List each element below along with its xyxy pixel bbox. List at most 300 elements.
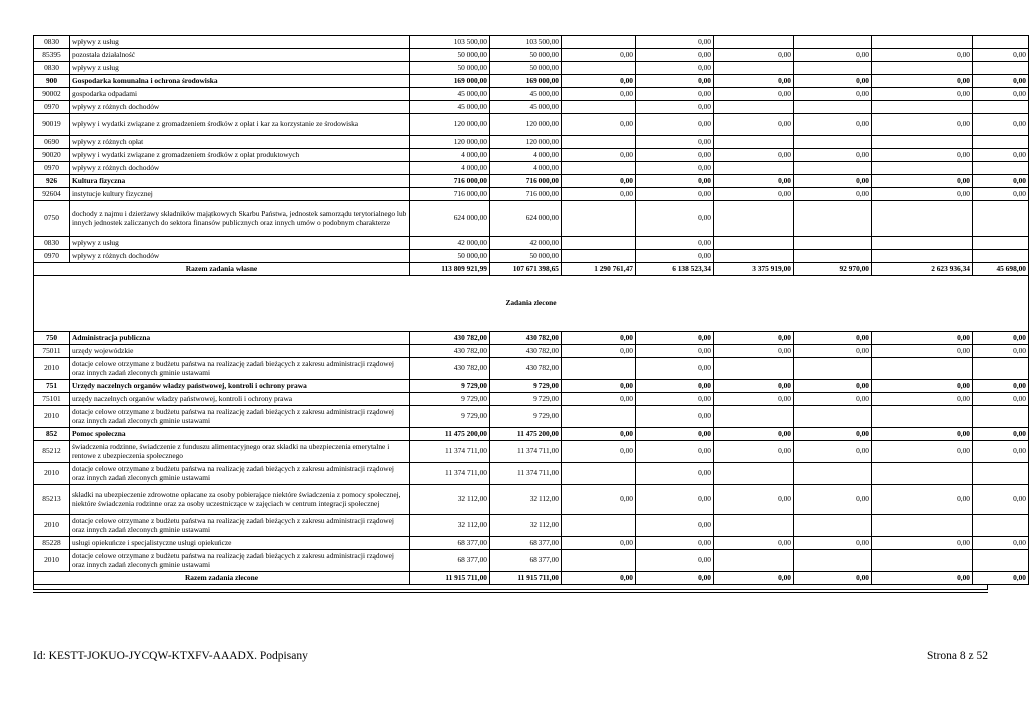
row-description: Gospodarka komunalna i ochrona środowiska (70, 75, 410, 88)
amount-cell: 68 377,00 (490, 537, 562, 550)
row-description: dotacje celowe otrzymane z budżetu państwa na realizację zadań bieżących z zakresu administracji rządowej oraz innych zadań zleconych gminie ustawami (70, 550, 410, 572)
row-description: urzędy naczelnych organów władzy państwowej, kontroli i ochrony prawa (70, 393, 410, 406)
classification-code: 0970 (34, 162, 70, 175)
amount-cell: 0,00 (872, 149, 973, 162)
amount-cell (714, 101, 794, 114)
amount-cell: 0,00 (794, 428, 872, 441)
amount-cell: 430 782,00 (410, 358, 490, 380)
amount-cell: 716 000,00 (490, 188, 562, 201)
amount-cell: 0,00 (714, 537, 794, 550)
row-description: wpływy z usług (70, 62, 410, 75)
total-commissioned-row (34, 572, 1029, 585)
amount-cell: 4 000,00 (410, 149, 490, 162)
table-row (34, 188, 1029, 201)
amount-cell: 0,00 (562, 88, 636, 101)
amount-cell: 0,00 (636, 345, 714, 358)
amount-cell: 0,00 (794, 345, 872, 358)
classification-code: 85228 (34, 537, 70, 550)
table-row (34, 175, 1029, 188)
amount-cell: 0,00 (872, 49, 973, 62)
amount-cell (973, 358, 1029, 380)
amount-cell: 0,00 (872, 175, 973, 188)
amount-cell (973, 36, 1029, 49)
amount-cell (872, 62, 973, 75)
row-description: dotacje celowe otrzymane z budżetu państwa na realizację zadań bieżących z zakresu administracji rządowej oraz innych zadań zleconych gminie ustawami (70, 515, 410, 537)
total-own-value: 2 623 936,34 (872, 263, 973, 276)
amount-cell: 0,00 (872, 88, 973, 101)
amount-cell (714, 463, 794, 485)
amount-cell: 9 729,00 (490, 406, 562, 428)
amount-cell: 0,00 (794, 332, 872, 345)
row-description: dotacje celowe otrzymane z budżetu państwa na realizację zadań bieżących z zakresu administracji rządowej oraz innych zadań zleconych gminie ustawami (70, 358, 410, 380)
row-description: wpływy z różnych dochodów (70, 162, 410, 175)
table-row (34, 250, 1029, 263)
amount-cell: 50 000,00 (410, 250, 490, 263)
amount-cell: 0,00 (973, 75, 1029, 88)
amount-cell (973, 201, 1029, 237)
amount-cell (562, 136, 636, 149)
amount-cell: 0,00 (872, 380, 973, 393)
amount-cell (562, 515, 636, 537)
amount-cell: 0,00 (794, 485, 872, 515)
table-row (34, 88, 1029, 101)
row-description: wpływy z usług (70, 36, 410, 49)
table-row (34, 406, 1029, 428)
amount-cell (562, 201, 636, 237)
amount-cell: 0,00 (636, 441, 714, 463)
amount-cell: 45 000,00 (410, 101, 490, 114)
amount-cell: 169 000,00 (410, 75, 490, 88)
table-row (34, 550, 1029, 572)
total-commissioned-value: 0,00 (872, 572, 973, 585)
classification-code: 75101 (34, 393, 70, 406)
row-description: wpływy z różnych dochodów (70, 250, 410, 263)
amount-cell: 0,00 (872, 188, 973, 201)
amount-cell: 0,00 (636, 515, 714, 537)
amount-cell (794, 250, 872, 263)
amount-cell: 430 782,00 (490, 332, 562, 345)
row-description: dotacje celowe otrzymane z budżetu państwa na realizację zadań bieżących z zakresu administracji rządowej oraz innych zadań zleconych gminie ustawami (70, 463, 410, 485)
total-own-value: 1 290 761,47 (562, 263, 636, 276)
classification-code: 92604 (34, 188, 70, 201)
amount-cell (973, 515, 1029, 537)
row-description: Urzędy naczelnych organów władzy państwowej, kontroli i ochrony prawa (70, 380, 410, 393)
table-row (34, 136, 1029, 149)
amount-cell (562, 101, 636, 114)
amount-cell: 0,00 (794, 188, 872, 201)
classification-code: 751 (34, 380, 70, 393)
amount-cell (562, 550, 636, 572)
classification-code: 0830 (34, 237, 70, 250)
amount-cell (794, 463, 872, 485)
amount-cell: 68 377,00 (410, 537, 490, 550)
amount-cell: 0,00 (872, 345, 973, 358)
amount-cell (562, 358, 636, 380)
amount-cell: 0,00 (973, 188, 1029, 201)
amount-cell (973, 101, 1029, 114)
row-description: gospodarka odpadami (70, 88, 410, 101)
amount-cell (794, 162, 872, 175)
amount-cell (872, 358, 973, 380)
amount-cell: 0,00 (794, 88, 872, 101)
amount-cell (872, 250, 973, 263)
amount-cell: 0,00 (872, 332, 973, 345)
amount-cell (973, 250, 1029, 263)
row-description: Kultura fizyczna (70, 175, 410, 188)
amount-cell: 0,00 (794, 441, 872, 463)
classification-code: 0970 (34, 250, 70, 263)
amount-cell: 0,00 (872, 75, 973, 88)
amount-cell: 4 000,00 (490, 149, 562, 162)
amount-cell: 0,00 (636, 88, 714, 101)
amount-cell: 0,00 (636, 406, 714, 428)
table-row (34, 237, 1029, 250)
classification-code: 926 (34, 175, 70, 188)
commissioned-tasks-rows (34, 332, 1029, 572)
amount-cell: 0,00 (636, 175, 714, 188)
amount-cell (973, 237, 1029, 250)
amount-cell (562, 62, 636, 75)
amount-cell: 0,00 (794, 380, 872, 393)
table-row (34, 515, 1029, 537)
amount-cell: 0,00 (636, 49, 714, 62)
amount-cell: 32 112,00 (410, 515, 490, 537)
amount-cell (794, 101, 872, 114)
amount-cell: 0,00 (714, 188, 794, 201)
classification-code: 2010 (34, 406, 70, 428)
amount-cell: 50 000,00 (410, 62, 490, 75)
amount-cell (794, 136, 872, 149)
classification-code: 0830 (34, 62, 70, 75)
classification-code: 900 (34, 75, 70, 88)
own-tasks-rows (34, 36, 1029, 263)
amount-cell (872, 136, 973, 149)
classification-code: 85395 (34, 49, 70, 62)
amount-cell: 68 377,00 (410, 550, 490, 572)
amount-cell: 120 000,00 (490, 136, 562, 149)
amount-cell: 169 000,00 (490, 75, 562, 88)
amount-cell: 0,00 (973, 441, 1029, 463)
amount-cell: 50 000,00 (490, 49, 562, 62)
amount-cell: 4 000,00 (490, 162, 562, 175)
row-description: dochody z najmu i dzierżawy składników majątkowych Skarbu Państwa, jednostek samorządu terytorialnego lub innych jednostek zaliczanych do sektora finansów publicznych oraz innych umów o podobnym charakterze (70, 201, 410, 237)
row-description: wpływy z różnych dochodów (70, 101, 410, 114)
budget-table (33, 35, 1029, 585)
total-commissioned-value: 0,00 (636, 572, 714, 585)
classification-code: 2010 (34, 358, 70, 380)
amount-cell: 0,00 (714, 441, 794, 463)
table-row (34, 537, 1029, 550)
table-row (34, 62, 1029, 75)
table-row (34, 393, 1029, 406)
table-row (34, 441, 1029, 463)
amount-cell: 0,00 (794, 393, 872, 406)
classification-code: 75011 (34, 345, 70, 358)
amount-cell (794, 406, 872, 428)
amount-cell: 0,00 (636, 101, 714, 114)
amount-cell: 0,00 (794, 114, 872, 136)
table-row (34, 345, 1029, 358)
amount-cell (872, 515, 973, 537)
amount-cell (794, 515, 872, 537)
total-commissioned-value: 0,00 (714, 572, 794, 585)
total-commissioned-value: 11 915 711,00 (490, 572, 562, 585)
classification-code: 2010 (34, 463, 70, 485)
table-row (34, 463, 1029, 485)
classification-code: 750 (34, 332, 70, 345)
row-description: wpływy i wydatki związane z gromadzeniem środków z opłat produktowych (70, 149, 410, 162)
row-description: składki na ubezpieczenie zdrowotne opłacane za osoby pobierające niektóre świadczenia z pomocy społecznej, niektóre świadczenia rodzinne oraz za osoby uczestniczące w zajęciach w centrum integracji społecznej (70, 485, 410, 515)
amount-cell (973, 463, 1029, 485)
amount-cell (872, 162, 973, 175)
amount-cell (794, 237, 872, 250)
amount-cell: 0,00 (973, 393, 1029, 406)
table-bottom-gap (33, 585, 988, 590)
amount-cell: 0,00 (714, 380, 794, 393)
table-row (34, 114, 1029, 136)
amount-cell: 9 729,00 (410, 380, 490, 393)
classification-code: 90020 (34, 149, 70, 162)
total-own-value: 113 809 921,99 (410, 263, 490, 276)
amount-cell: 11 374 711,00 (410, 441, 490, 463)
amount-cell: 0,00 (872, 114, 973, 136)
amount-cell (562, 36, 636, 49)
amount-cell: 0,00 (562, 485, 636, 515)
amount-cell (973, 162, 1029, 175)
amount-cell: 9 729,00 (490, 380, 562, 393)
amount-cell (562, 237, 636, 250)
amount-cell: 11 374 711,00 (490, 463, 562, 485)
amount-cell: 103 500,00 (410, 36, 490, 49)
amount-cell: 0,00 (973, 428, 1029, 441)
amount-cell: 716 000,00 (410, 175, 490, 188)
amount-cell (872, 237, 973, 250)
total-commissioned-value: 0,00 (562, 572, 636, 585)
amount-cell: 0,00 (794, 537, 872, 550)
amount-cell: 624 000,00 (410, 201, 490, 237)
amount-cell: 0,00 (562, 188, 636, 201)
budget-sheet (33, 35, 1026, 593)
amount-cell: 624 000,00 (490, 201, 562, 237)
amount-cell: 0,00 (973, 49, 1029, 62)
amount-cell: 68 377,00 (490, 550, 562, 572)
amount-cell: 0,00 (714, 75, 794, 88)
amount-cell: 0,00 (636, 162, 714, 175)
amount-cell (562, 463, 636, 485)
amount-cell: 0,00 (636, 188, 714, 201)
table-row (34, 380, 1029, 393)
amount-cell: 32 112,00 (410, 485, 490, 515)
amount-cell: 0,00 (973, 380, 1029, 393)
amount-cell: 0,00 (794, 175, 872, 188)
amount-cell: 0,00 (636, 136, 714, 149)
amount-cell: 42 000,00 (490, 237, 562, 250)
amount-cell: 0,00 (973, 345, 1029, 358)
amount-cell: 32 112,00 (490, 485, 562, 515)
amount-cell: 0,00 (562, 149, 636, 162)
amount-cell: 42 000,00 (410, 237, 490, 250)
amount-cell (562, 162, 636, 175)
amount-cell: 0,00 (794, 49, 872, 62)
amount-cell: 0,00 (562, 175, 636, 188)
amount-cell: 0,00 (872, 441, 973, 463)
document-id: Id: KESTT-JOKUO-JYCQW-KTXFV-AAADX. Podpisany (33, 650, 308, 662)
amount-cell: 0,00 (636, 463, 714, 485)
classification-code: 85213 (34, 485, 70, 515)
amount-cell: 0,00 (794, 75, 872, 88)
amount-cell: 0,00 (973, 485, 1029, 515)
section-title: Zadania zlecone (34, 276, 1029, 332)
row-description: świadczenia rodzinne, świadczenie z funduszu alimentacyjnego oraz składki na ubezpieczenia emerytalne i rentowe z ubezpieczenia społecznego (70, 441, 410, 463)
row-description: wpływy i wydatki związane z gromadzeniem środków z opłat i kar za korzystanie ze środowiska (70, 114, 410, 136)
amount-cell: 0,00 (562, 380, 636, 393)
amount-cell (714, 358, 794, 380)
table-row (34, 201, 1029, 237)
classification-code: 0750 (34, 201, 70, 237)
amount-cell: 0,00 (973, 114, 1029, 136)
amount-cell: 0,00 (714, 428, 794, 441)
amount-cell: 716 000,00 (410, 188, 490, 201)
amount-cell (714, 250, 794, 263)
amount-cell: 50 000,00 (410, 49, 490, 62)
amount-cell: 9 729,00 (410, 393, 490, 406)
amount-cell: 0,00 (562, 75, 636, 88)
amount-cell: 0,00 (562, 393, 636, 406)
amount-cell: 0,00 (636, 201, 714, 237)
amount-cell: 11 475 200,00 (490, 428, 562, 441)
amount-cell: 0,00 (714, 88, 794, 101)
amount-cell: 0,00 (636, 75, 714, 88)
amount-cell (872, 406, 973, 428)
amount-cell: 0,00 (562, 114, 636, 136)
amount-cell: 0,00 (562, 49, 636, 62)
table-row (34, 358, 1029, 380)
amount-cell: 0,00 (636, 550, 714, 572)
amount-cell (714, 406, 794, 428)
amount-cell: 0,00 (714, 175, 794, 188)
amount-cell: 0,00 (714, 393, 794, 406)
amount-cell: 0,00 (636, 149, 714, 162)
amount-cell: 0,00 (973, 149, 1029, 162)
amount-cell (714, 237, 794, 250)
amount-cell: 45 000,00 (490, 88, 562, 101)
amount-cell: 9 729,00 (410, 406, 490, 428)
amount-cell: 0,00 (636, 380, 714, 393)
total-own-value: 92 970,00 (794, 263, 872, 276)
row-description: dotacje celowe otrzymane z budżetu państwa na realizację zadań bieżących z zakresu administracji rządowej oraz innych zadań zleconych gminie ustawami (70, 406, 410, 428)
amount-cell: 11 475 200,00 (410, 428, 490, 441)
amount-cell: 120 000,00 (410, 114, 490, 136)
amount-cell: 0,00 (636, 237, 714, 250)
amount-cell (872, 201, 973, 237)
total-own-value: 3 375 919,00 (714, 263, 794, 276)
amount-cell (794, 550, 872, 572)
amount-cell (973, 136, 1029, 149)
total-own-label: Razem zadania własne (34, 263, 410, 276)
amount-cell: 716 000,00 (490, 175, 562, 188)
row-description: wpływy z różnych opłat (70, 136, 410, 149)
amount-cell (562, 250, 636, 263)
amount-cell: 103 500,00 (490, 36, 562, 49)
amount-cell: 0,00 (714, 485, 794, 515)
amount-cell: 0,00 (872, 537, 973, 550)
table-row (34, 36, 1029, 49)
classification-code: 85212 (34, 441, 70, 463)
amount-cell: 0,00 (636, 537, 714, 550)
classification-code: 852 (34, 428, 70, 441)
total-own-row (34, 263, 1029, 276)
amount-cell: 11 374 711,00 (410, 463, 490, 485)
amount-cell: 32 112,00 (490, 515, 562, 537)
amount-cell: 0,00 (872, 485, 973, 515)
amount-cell: 45 000,00 (410, 88, 490, 101)
table-row (34, 75, 1029, 88)
amount-cell (714, 550, 794, 572)
amount-cell: 4 000,00 (410, 162, 490, 175)
amount-cell: 0,00 (636, 393, 714, 406)
amount-cell: 0,00 (714, 114, 794, 136)
total-own-value: 6 138 523,34 (636, 263, 714, 276)
amount-cell (714, 136, 794, 149)
table-row (34, 332, 1029, 345)
amount-cell: 0,00 (636, 114, 714, 136)
amount-cell (794, 36, 872, 49)
classification-code: 90019 (34, 114, 70, 136)
amount-cell (714, 515, 794, 537)
table-row (34, 49, 1029, 62)
amount-cell: 0,00 (714, 345, 794, 358)
amount-cell: 430 782,00 (410, 332, 490, 345)
table-underline (33, 592, 988, 593)
classification-code: 2010 (34, 515, 70, 537)
amount-cell: 0,00 (562, 345, 636, 358)
amount-cell: 0,00 (636, 428, 714, 441)
row-description: pozostała działalność (70, 49, 410, 62)
total-commissioned-value: 0,00 (794, 572, 872, 585)
classification-code: 0690 (34, 136, 70, 149)
amount-cell (794, 201, 872, 237)
amount-cell (794, 358, 872, 380)
amount-cell: 0,00 (636, 36, 714, 49)
amount-cell: 0,00 (562, 441, 636, 463)
amount-cell (714, 62, 794, 75)
amount-cell (872, 36, 973, 49)
amount-cell (562, 406, 636, 428)
classification-code: 90002 (34, 88, 70, 101)
amount-cell: 50 000,00 (490, 250, 562, 263)
amount-cell (714, 162, 794, 175)
amount-cell (973, 406, 1029, 428)
amount-cell: 0,00 (714, 332, 794, 345)
row-description: Pomoc społeczna (70, 428, 410, 441)
amount-cell: 0,00 (973, 88, 1029, 101)
amount-cell (973, 62, 1029, 75)
classification-code: 0970 (34, 101, 70, 114)
total-commissioned-label: Razem zadania zlecone (34, 572, 410, 585)
amount-cell: 0,00 (636, 250, 714, 263)
total-own-value: 45 698,00 (973, 263, 1029, 276)
amount-cell: 430 782,00 (490, 345, 562, 358)
table-row (34, 101, 1029, 114)
amount-cell (714, 201, 794, 237)
total-commissioned-value: 11 915 711,00 (410, 572, 490, 585)
amount-cell: 0,00 (636, 62, 714, 75)
amount-cell: 120 000,00 (410, 136, 490, 149)
amount-cell: 430 782,00 (410, 345, 490, 358)
page-footer (33, 650, 988, 666)
amount-cell: 0,00 (714, 49, 794, 62)
amount-cell: 11 374 711,00 (490, 441, 562, 463)
